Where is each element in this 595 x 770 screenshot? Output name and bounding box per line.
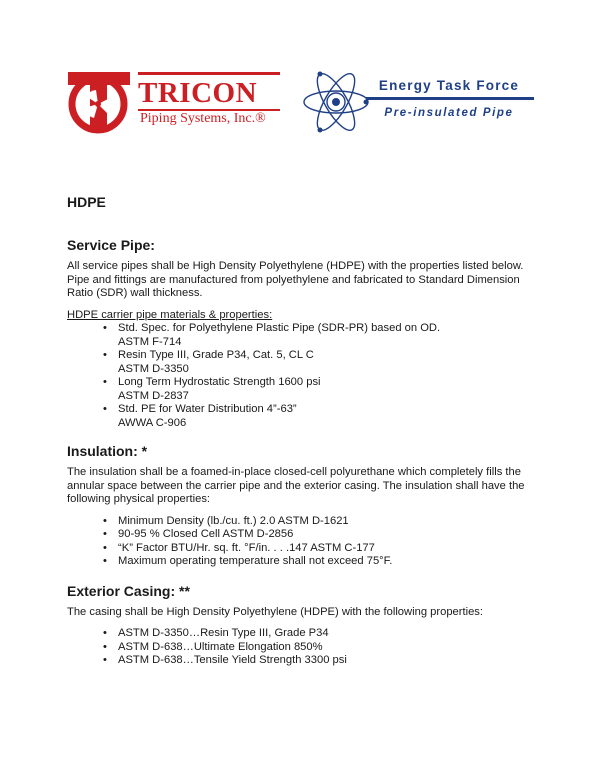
list-item-text: Std. PE for Water Distribution 4”-63”: [118, 403, 297, 415]
service-pipe-list: [67, 322, 537, 430]
tricon-tagline: Piping Systems, Inc.®: [140, 111, 266, 126]
bullet: •: [103, 627, 107, 639]
tricon-logo: [66, 66, 286, 138]
document-body: [67, 194, 537, 668]
list-item-standard: ASTM D-2837: [118, 389, 189, 402]
list-item-text: “K” Factor BTU/Hr. sq. ft. °F/in. . . .147 ASTM C-177: [118, 541, 375, 554]
tricon-emblem-icon: [66, 70, 134, 134]
insulation-paragraph: The insulation shall be a foamed-in-place closed-cell polyurethane which completely fills the annular space between the carrier pipe and the exterior casing. The insulation shall have the following physical properties:: [67, 466, 525, 505]
bullet: •: [103, 541, 107, 554]
bullet: •: [103, 322, 107, 334]
exterior-casing-paragraph: The casing shall be High Density Polyethylene (HDPE) with the following properties:: [67, 605, 484, 618]
exterior-casing-list: [67, 627, 537, 668]
exterior-casing-heading: Exterior Casing: **: [67, 582, 190, 599]
header-logos: [66, 66, 536, 138]
list-item: [103, 515, 537, 529]
list-item-text: ASTM D-3350…Resin Type III, Grade P34: [118, 627, 329, 639]
etf-divider: [366, 97, 534, 100]
list-item-text: Std. Spec. for Polyethylene Plastic Pipe (SDR-PR) based on OD.: [118, 322, 441, 334]
list-item: [103, 555, 537, 569]
list-item: [103, 403, 537, 430]
etf-title: Energy Task Force: [378, 78, 520, 93]
list-item: [103, 654, 537, 668]
list-item-text: Long Term Hydrostatic Strength 1600 psi: [118, 376, 321, 388]
list-item: [103, 322, 537, 349]
service-pipe-paragraph: All service pipes shall be High Density Polyethylene (HDPE) with the properties listed below. Pipe and fittings are manufactured from polyethylene and fabricated to Standard Dimension Ratio (SDR) wall thickness.: [67, 260, 524, 299]
list-item-text: ASTM D-638…Tensile Yield Strength 3300 psi: [118, 654, 347, 666]
bullet: •: [103, 514, 107, 527]
tricon-wordmark: TRICON: [138, 72, 280, 111]
etf-logo: [300, 66, 536, 138]
list-item: [103, 641, 537, 655]
atom-icon: [300, 66, 372, 138]
bullet: •: [103, 528, 107, 540]
list-item-text: Resin Type III, Grade P34, Cat. 5, CL C: [118, 349, 314, 361]
list-item-standard: ASTM D-3350: [118, 362, 189, 375]
list-item: [103, 627, 537, 641]
insulation-list: [67, 515, 537, 569]
list-item-text: Minimum Density (lb./cu. ft.) 2.0 ASTM D-1621: [118, 514, 349, 527]
bullet: •: [103, 555, 107, 567]
list-item-text: Maximum operating temperature shall not exceed 75°F.: [118, 555, 393, 567]
list-item: [103, 542, 537, 556]
service-pipe-heading: Service Pipe:: [67, 237, 155, 253]
insulation-heading: Insulation: *: [67, 443, 148, 459]
list-item-text: ASTM D-638…Ultimate Elongation 850%: [118, 640, 323, 653]
list-item-standard: AWWA C-906: [118, 416, 187, 429]
document-title: HDPE: [67, 194, 106, 210]
list-item-standard: ASTM F-714: [118, 335, 182, 348]
bullet: •: [103, 640, 107, 653]
list-item-text: 90-95 % Closed Cell ASTM D-2856: [118, 528, 294, 540]
list-item: [103, 376, 537, 403]
service-pipe-subheading: HDPE carrier pipe materials & properties:: [67, 308, 273, 321]
list-item: [103, 349, 537, 376]
bullet: •: [103, 349, 107, 361]
bullet: •: [103, 654, 107, 666]
bullet: •: [103, 376, 107, 388]
etf-subtitle: Pre-insulated Pipe: [384, 107, 514, 119]
bullet: •: [103, 403, 107, 415]
list-item: [103, 528, 537, 542]
